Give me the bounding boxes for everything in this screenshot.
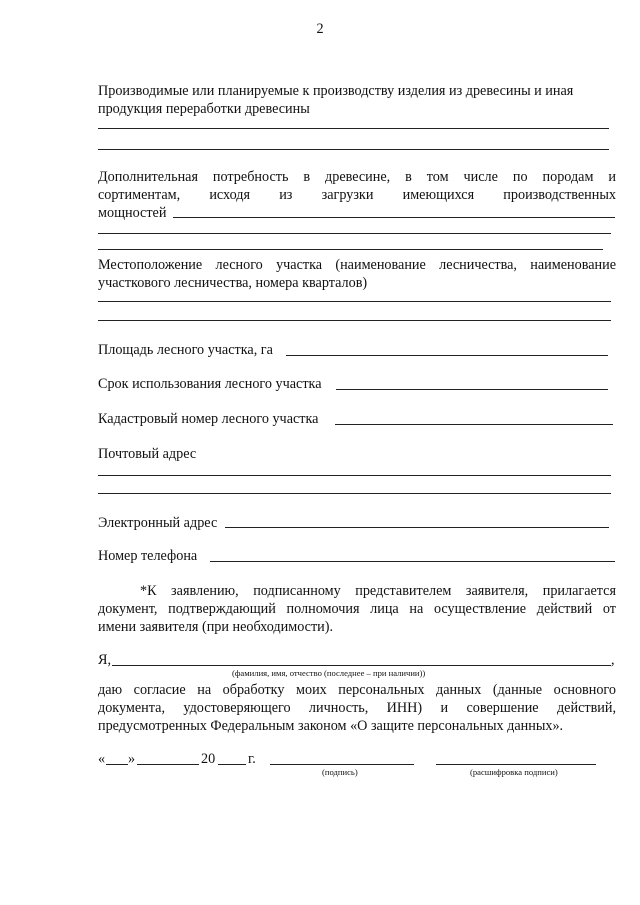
consent-line3: предусмотренных Федеральным законом «О защите персональных данных». xyxy=(98,718,564,734)
date-year-line[interactable] xyxy=(218,764,246,765)
consent-line1: даю согласие на обработку моих персональных данных (данные основного xyxy=(98,682,616,698)
products-label-line2: продукция переработки древесины xyxy=(98,101,310,117)
signature-line[interactable] xyxy=(270,764,414,765)
fullname-field-line[interactable] xyxy=(112,665,611,666)
date-quote-close: » xyxy=(128,751,136,767)
products-label-line1: Производимые или планируемые к производству изделия из древесины и иная xyxy=(98,83,574,99)
signature-decode-line[interactable] xyxy=(436,764,596,765)
location-field-line-1[interactable] xyxy=(98,301,611,302)
demand-label-line3: мощностей xyxy=(98,205,167,221)
cadastral-field-line[interactable] xyxy=(335,424,613,425)
consent-comma: , xyxy=(611,652,615,668)
products-field-line-1[interactable] xyxy=(98,128,609,129)
phone-label: Номер телефона xyxy=(98,548,198,564)
date-quote-open: « xyxy=(98,751,106,767)
date-year-suffix: г. xyxy=(248,751,256,767)
note-line2: документ, подтверждающий полномочия лица на осуществление действий от xyxy=(98,601,616,617)
date-month-line[interactable] xyxy=(137,764,199,765)
term-field-line[interactable] xyxy=(336,389,608,390)
demand-field-line-2[interactable] xyxy=(98,233,611,234)
products-field-line-2[interactable] xyxy=(98,149,609,150)
note-line1: *К заявлению, подписанному представителем заявителя, прилагается xyxy=(140,583,616,599)
phone-field-line[interactable] xyxy=(210,561,615,562)
postal-field-line-1[interactable] xyxy=(98,475,611,476)
demand-field-line-1[interactable] xyxy=(173,217,615,218)
date-year-prefix: 20 xyxy=(201,751,216,767)
location-label-line1: Местоположение лесного участка (наименование лесничества, наименование xyxy=(98,257,616,273)
email-label: Электронный адрес xyxy=(98,515,218,531)
consent-line2: документа, удостоверяющего личность, ИНН) и совершение действий, xyxy=(98,700,616,716)
page-number: 2 xyxy=(316,21,324,37)
signature-decode-hint: (расшифровка подписи) xyxy=(470,767,558,777)
signature-hint: (подпись) xyxy=(322,767,358,777)
cadastral-label: Кадастровый номер лесного участка xyxy=(98,411,319,427)
demand-field-line-3[interactable] xyxy=(98,249,603,250)
demand-label-line2: сортиментам, исходя из загрузки имеющихся производственных xyxy=(98,187,616,203)
email-field-line[interactable] xyxy=(225,527,609,528)
date-day-line[interactable] xyxy=(106,764,128,765)
term-label: Срок использования лесного участка xyxy=(98,376,322,392)
postal-field-line-2[interactable] xyxy=(98,493,611,494)
area-label: Площадь лесного участка, га xyxy=(98,342,273,358)
area-field-line[interactable] xyxy=(286,355,608,356)
location-label-line2: участкового лесничества, номера кварталов) xyxy=(98,275,368,291)
note-line3: имени заявителя (при необходимости). xyxy=(98,619,334,635)
demand-label-line1: Дополнительная потребность в древесине, в том числе по породам и xyxy=(98,169,616,185)
fullname-hint: (фамилия, имя, отчество (последнее – при наличии)) xyxy=(232,668,426,678)
postal-label: Почтовый адрес xyxy=(98,446,197,462)
consent-prefix: Я, xyxy=(98,652,112,668)
location-field-line-2[interactable] xyxy=(98,320,611,321)
